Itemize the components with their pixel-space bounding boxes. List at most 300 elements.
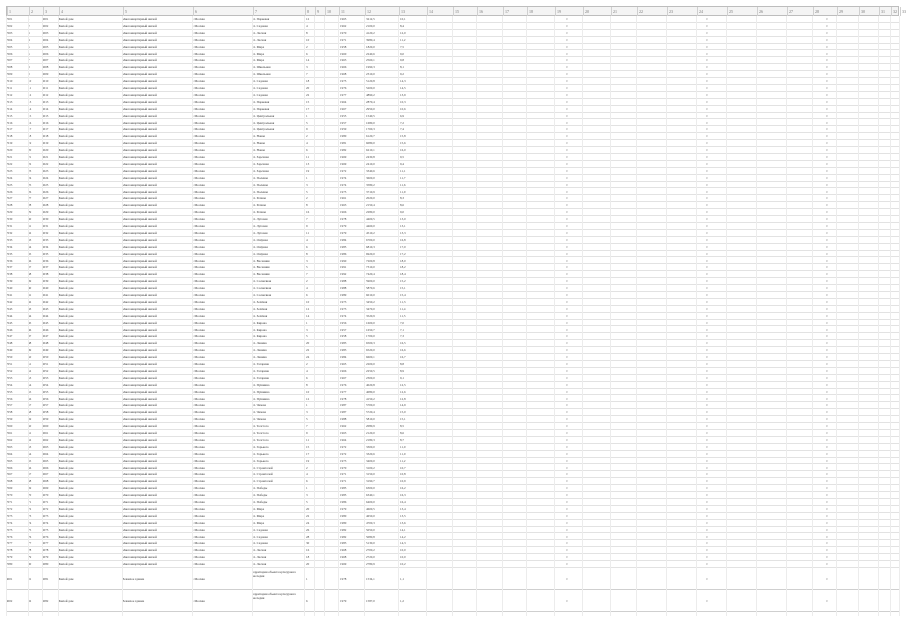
- cell-g[interactable]: ул. Озёрная: [252, 251, 268, 256]
- cell-r2[interactable]: 0: [706, 599, 708, 603]
- cell-r2[interactable]: 0: [706, 148, 708, 153]
- cell-r3[interactable]: 0: [826, 44, 828, 49]
- cell-g[interactable]: ул. Озёрная: [252, 244, 268, 249]
- cell-b[interactable]: 38: [28, 272, 32, 277]
- cell-b[interactable]: 42: [28, 299, 32, 304]
- cell-g[interactable]: ул. Парковая: [252, 17, 270, 21]
- cell-r3[interactable]: 0: [826, 258, 828, 263]
- cell-r2[interactable]: 0: [706, 513, 708, 518]
- cell-r3[interactable]: 0: [826, 30, 828, 35]
- cell-r3[interactable]: 0: [826, 127, 828, 132]
- cell-g[interactable]: ул. Солнечная: [252, 293, 272, 297]
- cell-h[interactable]: 1: [306, 175, 308, 180]
- cell-c[interactable]: 3024: [42, 175, 49, 180]
- cell-g[interactable]: ул. Зелёная: [252, 313, 268, 318]
- cell-k[interactable]: 14,1: [400, 527, 406, 532]
- cell-k[interactable]: 13,6: [400, 520, 406, 525]
- cell-i[interactable]: 1970: [340, 465, 347, 470]
- cell-b[interactable]: 58: [28, 410, 32, 415]
- cell-j[interactable]: 2100,0: [366, 23, 375, 28]
- cell-a[interactable]: 7072: [6, 506, 13, 511]
- cell-i[interactable]: 1986: [340, 500, 347, 504]
- cell-a[interactable]: 7067: [6, 472, 13, 477]
- cell-a[interactable]: 7030: [6, 217, 13, 222]
- cell-k[interactable]: 11,2: [400, 37, 406, 42]
- cell-c[interactable]: 3039: [42, 279, 49, 284]
- cell-g[interactable]: ул. Весенняя: [252, 265, 270, 270]
- cell-r1[interactable]: 0: [566, 168, 568, 173]
- cell-d[interactable]: Жилой дом: [58, 175, 74, 180]
- cell-f[interactable]: г. Москва: [192, 51, 205, 56]
- cell-f[interactable]: г. Москва: [192, 141, 205, 146]
- cell-h[interactable]: 13: [306, 161, 310, 166]
- cell-a[interactable]: 7052: [6, 368, 13, 373]
- cell-a[interactable]: 7008: [6, 65, 13, 70]
- cell-j[interactable]: 6010,0: [366, 293, 375, 297]
- cell-c[interactable]: 3062: [42, 437, 49, 442]
- cell-d[interactable]: Жилой дом: [58, 431, 74, 435]
- cell-f[interactable]: г. Москва: [192, 382, 205, 387]
- cell-h[interactable]: 22: [306, 513, 310, 518]
- cell-d[interactable]: Жилой дом: [58, 534, 74, 539]
- cell-r1[interactable]: 0: [566, 479, 568, 484]
- cell-b[interactable]: 59: [28, 417, 32, 422]
- cell-i[interactable]: 1968: [340, 555, 347, 560]
- cell-a[interactable]: 7031: [6, 224, 13, 228]
- cell-e[interactable]: Многоквартирный жилой: [122, 313, 157, 318]
- cell-r2[interactable]: 0: [706, 51, 708, 56]
- cell-r3[interactable]: 0: [826, 472, 828, 477]
- cell-r1[interactable]: 0: [566, 92, 568, 97]
- cell-r1[interactable]: 0: [566, 313, 568, 318]
- cell-d[interactable]: Жилой дом: [58, 17, 74, 21]
- cell-h[interactable]: 17: [306, 451, 310, 456]
- cell-r1[interactable]: 0: [566, 189, 568, 194]
- cell-h[interactable]: 11: [306, 230, 310, 235]
- cell-c[interactable]: 3053: [42, 375, 49, 380]
- cell-r1[interactable]: 0: [566, 230, 568, 235]
- cell-r3[interactable]: 0: [826, 113, 828, 118]
- cell-b[interactable]: 73: [28, 513, 32, 518]
- cell-f[interactable]: г. Москва: [192, 189, 205, 194]
- cell-c[interactable]: 3064: [42, 451, 49, 456]
- cell-k[interactable]: 11,7: [400, 175, 406, 180]
- cell-r2[interactable]: 0: [706, 500, 708, 504]
- cell-d[interactable]: Жилой дом: [58, 541, 74, 546]
- cell-a[interactable]: 7029: [6, 210, 13, 215]
- cell-j[interactable]: 2560,1: [366, 58, 375, 63]
- cell-f[interactable]: г. Москва: [192, 451, 205, 456]
- cell-d[interactable]: Жилой дом: [58, 113, 74, 118]
- cell-f[interactable]: г. Москва: [192, 293, 205, 297]
- cell-r1[interactable]: 0: [566, 534, 568, 539]
- cell-i[interactable]: 1991: [340, 265, 347, 270]
- cell-r3[interactable]: 0: [826, 37, 828, 42]
- cell-a[interactable]: 7080: [6, 562, 13, 567]
- cell-r2[interactable]: 0: [706, 37, 708, 42]
- cell-f[interactable]: г. Москва: [192, 320, 205, 325]
- cell-r1[interactable]: 0: [566, 355, 568, 360]
- cell-j[interactable]: 5200,0: [366, 86, 375, 90]
- cell-r2[interactable]: 0: [706, 417, 708, 422]
- cell-r2[interactable]: 0: [706, 389, 708, 394]
- cell-b[interactable]: 16: [28, 120, 32, 125]
- cell-d[interactable]: Жилой дом: [58, 182, 74, 187]
- cell-b[interactable]: 47: [28, 334, 32, 339]
- cell-e[interactable]: Многоквартирный жилой: [122, 182, 157, 187]
- cell-h[interactable]: 24: [306, 520, 310, 525]
- cell-d[interactable]: Жилой дом: [58, 472, 74, 477]
- cell-e[interactable]: Многоквартирный жилой: [122, 389, 157, 394]
- cell-r3[interactable]: 0: [826, 230, 828, 235]
- cell-g[interactable]: ул. Солнечная: [252, 286, 272, 291]
- cell-b[interactable]: 4: [28, 37, 30, 42]
- cell-r1[interactable]: 0: [566, 562, 568, 567]
- cell-r3[interactable]: 0: [826, 403, 828, 408]
- cell-b[interactable]: 29: [28, 210, 32, 215]
- cell-i[interactable]: 1980: [340, 520, 347, 525]
- cell-r2[interactable]: 0: [706, 341, 708, 346]
- cell-b[interactable]: 80: [28, 562, 32, 567]
- cell-f[interactable]: г. Москва: [192, 417, 205, 422]
- cell-f[interactable]: г. Москва: [192, 513, 205, 518]
- cell-r1[interactable]: 0: [566, 599, 568, 603]
- cell-h[interactable]: 7: [306, 217, 308, 222]
- cell-e[interactable]: Многоквартирный жилой: [122, 237, 157, 242]
- cell-e[interactable]: Многоквартирный жилой: [122, 437, 157, 442]
- column-header-29[interactable]: 29: [837, 7, 859, 16]
- cell-j[interactable]: 5050,0: [366, 527, 375, 532]
- cell-b[interactable]: 23: [28, 168, 32, 173]
- cell-a[interactable]: 7078: [6, 548, 13, 553]
- cell-h[interactable]: 24: [306, 355, 310, 360]
- cell-a[interactable]: 7032: [6, 230, 13, 235]
- cell-a[interactable]: 7056: [6, 396, 13, 401]
- cell-a[interactable]: 7017: [6, 127, 13, 132]
- cell-r3[interactable]: 0: [826, 527, 828, 532]
- cell-g[interactable]: ул. Садовая: [252, 541, 268, 546]
- cell-k[interactable]: 13,9: [400, 92, 406, 97]
- cell-r3[interactable]: 0: [826, 175, 828, 180]
- cell-e[interactable]: Многоквартирный жилой: [122, 23, 157, 28]
- cell-k[interactable]: 10,8: [400, 472, 406, 477]
- cell-d[interactable]: Жилой дом: [58, 196, 74, 201]
- cell-i[interactable]: 1963: [340, 58, 347, 63]
- cell-a[interactable]: 7061: [6, 431, 13, 435]
- cell-g[interactable]: ул. Озёрная: [252, 237, 268, 242]
- cell-i[interactable]: 1988: [340, 286, 347, 291]
- cell-g[interactable]: ул. Садовая: [252, 534, 268, 539]
- cell-g[interactable]: ул. Зелёная: [252, 299, 268, 304]
- cell-a[interactable]: 7065: [6, 458, 13, 463]
- cell-a[interactable]: 7050: [6, 355, 13, 360]
- cell-r1[interactable]: 0: [566, 99, 568, 104]
- cell-h[interactable]: 5: [306, 265, 308, 270]
- cell-c[interactable]: 3080: [42, 562, 49, 567]
- cell-j[interactable]: 6520,0: [366, 348, 375, 353]
- cell-r3[interactable]: 0: [826, 286, 828, 291]
- cell-i[interactable]: 1961: [340, 196, 347, 201]
- cell-b[interactable]: 52: [28, 368, 32, 373]
- cell-r2[interactable]: 0: [706, 155, 708, 159]
- cell-b[interactable]: 7: [28, 58, 30, 63]
- cell-f[interactable]: г. Москва: [192, 410, 205, 415]
- cell-j[interactable]: 2700,2: [366, 548, 375, 553]
- cell-r3[interactable]: 0: [826, 168, 828, 173]
- cell-j[interactable]: 2300,0: [366, 375, 375, 380]
- cell-d[interactable]: Жилой дом: [58, 161, 74, 166]
- cell-r1[interactable]: 0: [566, 244, 568, 249]
- cell-g[interactable]: ул. Толстого: [252, 424, 269, 429]
- cell-h[interactable]: 2: [306, 279, 308, 284]
- cell-g[interactable]: ул. Речная: [252, 196, 266, 201]
- cell-j[interactable]: 5900,0: [366, 279, 375, 284]
- cell-d[interactable]: Жилой дом: [58, 599, 74, 603]
- cell-c[interactable]: 3066: [42, 465, 49, 470]
- cell-g[interactable]: ул. Центральная: [252, 113, 275, 118]
- cell-r1[interactable]: 0: [566, 368, 568, 373]
- cell-c[interactable]: 3028: [42, 203, 49, 208]
- column-header-32[interactable]: 32: [891, 7, 900, 16]
- cell-a[interactable]: 7034: [6, 244, 13, 249]
- cell-a[interactable]: 7005: [6, 44, 13, 49]
- cell-h[interactable]: 1: [306, 403, 308, 408]
- cell-c[interactable]: 3075: [42, 527, 49, 532]
- cell-r1[interactable]: 0: [566, 299, 568, 304]
- cell-f[interactable]: г. Москва: [192, 299, 205, 304]
- cell-e[interactable]: Многоквартирный жилой: [122, 327, 157, 332]
- cell-j[interactable]: 2950,0: [366, 106, 375, 111]
- cell-j[interactable]: 1700,0: [366, 334, 375, 339]
- cell-r3[interactable]: 0: [826, 541, 828, 546]
- cell-g[interactable]: ул. Садовая: [252, 23, 268, 28]
- cell-j[interactable]: 5120,8: [366, 79, 375, 84]
- cell-g[interactable]: ул. Ленина: [252, 355, 267, 360]
- cell-r2[interactable]: 0: [706, 424, 708, 429]
- cell-f[interactable]: г. Москва: [192, 562, 205, 567]
- cell-d[interactable]: Жилой дом: [58, 168, 74, 173]
- cell-r2[interactable]: 0: [706, 577, 708, 581]
- cell-r2[interactable]: 0: [706, 486, 708, 491]
- cell-r2[interactable]: 0: [706, 251, 708, 256]
- cell-f[interactable]: г. Москва: [192, 431, 205, 435]
- cell-a[interactable]: 7007: [6, 58, 13, 63]
- cell-e[interactable]: Нежилое здание: [122, 577, 145, 581]
- cell-j[interactable]: 4600,5: [366, 506, 375, 511]
- cell-r1[interactable]: 0: [566, 210, 568, 215]
- cell-j[interactable]: 4650,0: [366, 513, 375, 518]
- cell-r1[interactable]: 0: [566, 465, 568, 470]
- cell-r1[interactable]: 0: [566, 120, 568, 125]
- cell-k[interactable]: 7,3: [400, 334, 404, 339]
- cell-f[interactable]: г. Москва: [192, 403, 205, 408]
- cell-f[interactable]: г. Москва: [192, 437, 205, 442]
- cell-k[interactable]: 7,4: [400, 127, 404, 132]
- cell-e[interactable]: Многоквартирный жилой: [122, 534, 157, 539]
- cell-a[interactable]: 7014: [6, 106, 13, 111]
- cell-h[interactable]: 16: [306, 548, 310, 553]
- cell-d[interactable]: Жилой дом: [58, 155, 74, 159]
- cell-r3[interactable]: 0: [826, 196, 828, 201]
- cell-r3[interactable]: 0: [826, 451, 828, 456]
- cell-b[interactable]: 17: [28, 127, 32, 132]
- cell-c[interactable]: 3069: [42, 486, 49, 491]
- cell-e[interactable]: Многоквартирный жилой: [122, 486, 157, 491]
- cell-r3[interactable]: 0: [826, 251, 828, 256]
- column-header-10[interactable]: 10: [325, 7, 339, 16]
- cell-f[interactable]: г. Москва: [192, 362, 205, 366]
- cell-r3[interactable]: 0: [826, 444, 828, 449]
- cell-g[interactable]: ул. Чехова: [252, 410, 267, 415]
- cell-d[interactable]: Жилой дом: [58, 244, 74, 249]
- cell-e[interactable]: Многоквартирный жилой: [122, 141, 157, 146]
- cell-r1[interactable]: 0: [566, 237, 568, 242]
- cell-e[interactable]: Многоквартирный жилой: [122, 86, 157, 90]
- cell-d[interactable]: Жилой дом: [58, 451, 74, 456]
- cell-e[interactable]: Многоквартирный жилой: [122, 479, 157, 484]
- cell-e[interactable]: Многоквартирный жилой: [122, 161, 157, 166]
- column-header-18[interactable]: 18: [527, 7, 555, 16]
- cell-r2[interactable]: 0: [706, 30, 708, 35]
- cell-d[interactable]: Жилой дом: [58, 189, 74, 194]
- cell-k[interactable]: 11,1: [400, 168, 406, 173]
- cell-c[interactable]: 3041: [42, 293, 49, 297]
- cell-j[interactable]: 6340,1: [366, 493, 375, 498]
- cell-a[interactable]: 7042: [6, 299, 13, 304]
- cell-b[interactable]: 61: [28, 431, 32, 435]
- cell-c[interactable]: 3001: [42, 17, 49, 21]
- cell-i[interactable]: 1971: [340, 37, 347, 42]
- cell-r2[interactable]: 0: [706, 224, 708, 228]
- cell-e[interactable]: Многоквартирный жилой: [122, 451, 157, 456]
- cell-c[interactable]: 3002: [42, 23, 49, 28]
- cell-k[interactable]: 8,6: [400, 203, 404, 208]
- cell-c[interactable]: 3030: [42, 217, 49, 222]
- cell-e[interactable]: Многоквартирный жилой: [122, 272, 157, 277]
- cell-b[interactable]: 46: [28, 327, 32, 332]
- cell-e[interactable]: Многоквартирный жилой: [122, 396, 157, 401]
- cell-r3[interactable]: 0: [826, 437, 828, 442]
- cell-b[interactable]: 12: [28, 92, 32, 97]
- column-header-20[interactable]: 20: [583, 7, 611, 16]
- cell-r2[interactable]: 0: [706, 127, 708, 132]
- cell-j[interactable]: 2020,0: [366, 196, 375, 201]
- cell-r2[interactable]: 0: [706, 334, 708, 339]
- cell-j[interactable]: 3580,2: [366, 182, 375, 187]
- cell-b[interactable]: 57: [28, 403, 32, 408]
- cell-a[interactable]: 7066: [6, 465, 13, 470]
- cell-r2[interactable]: 0: [706, 479, 708, 484]
- cell-e[interactable]: Многоквартирный жилой: [122, 230, 157, 235]
- cell-j[interactable]: 1680,0: [366, 120, 375, 125]
- cell-r1[interactable]: 0: [566, 472, 568, 477]
- cell-a[interactable]: 7009: [6, 72, 13, 77]
- cell-c[interactable]: 3036: [42, 258, 49, 263]
- cell-i[interactable]: 1982: [340, 534, 347, 539]
- cell-a[interactable]: 7064: [6, 451, 13, 456]
- cell-d[interactable]: Жилой дом: [58, 396, 74, 401]
- cell-r3[interactable]: 0: [826, 396, 828, 401]
- cell-j[interactable]: 3470,0: [366, 306, 375, 311]
- cell-a[interactable]: 7013: [6, 99, 13, 104]
- cell-r1[interactable]: 0: [566, 437, 568, 442]
- cell-b[interactable]: 45: [28, 320, 32, 325]
- cell-r1[interactable]: 0: [566, 224, 568, 228]
- cell-r3[interactable]: 0: [826, 244, 828, 249]
- cell-e[interactable]: Многоквартирный жилой: [122, 44, 157, 49]
- column-header-28[interactable]: 28: [813, 7, 837, 16]
- cell-j[interactable]: 3520,9: [366, 313, 375, 318]
- cell-b[interactable]: 64: [28, 451, 32, 456]
- cell-k[interactable]: 15,8: [400, 134, 406, 139]
- column-header-27[interactable]: 27: [787, 7, 813, 16]
- cell-k[interactable]: 8,5: [400, 424, 404, 429]
- column-header-19[interactable]: 19: [555, 7, 583, 16]
- cell-r1[interactable]: 0: [566, 500, 568, 504]
- cell-a[interactable]: 7079: [6, 555, 13, 560]
- cell-k[interactable]: 8,8: [400, 362, 404, 366]
- cell-k[interactable]: 16,5: [400, 341, 406, 346]
- cell-f[interactable]: г. Москва: [192, 265, 205, 270]
- cell-a[interactable]: 7059: [6, 417, 13, 422]
- cell-k[interactable]: 13,5: [400, 513, 406, 518]
- cell-d[interactable]: Жилой дом: [58, 382, 74, 387]
- cell-j[interactable]: 6400,0: [366, 500, 375, 504]
- cell-j[interactable]: 3340,6: [366, 168, 375, 173]
- cell-i[interactable]: 1957: [340, 327, 347, 332]
- cell-r3[interactable]: 0: [826, 555, 828, 560]
- cell-r1[interactable]: 0: [566, 141, 568, 146]
- cell-i[interactable]: 1962: [340, 23, 347, 28]
- cell-g[interactable]: ул. Речная: [252, 210, 266, 215]
- cell-i[interactable]: 1982: [340, 527, 347, 532]
- cell-g[interactable]: ул. Центральная: [252, 127, 275, 132]
- cell-d[interactable]: Жилой дом: [58, 217, 74, 222]
- cell-h[interactable]: 6: [306, 148, 308, 153]
- cell-a[interactable]: 7033: [6, 237, 13, 242]
- cell-r3[interactable]: 0: [826, 417, 828, 422]
- cell-r2[interactable]: 0: [706, 320, 708, 325]
- column-header-3[interactable]: 3: [43, 7, 59, 16]
- cell-h[interactable]: 4: [306, 237, 308, 242]
- cell-f[interactable]: г. Москва: [192, 493, 205, 498]
- cell-h[interactable]: 10: [306, 299, 310, 304]
- cell-j[interactable]: 6080,0: [366, 141, 375, 146]
- cell-i[interactable]: 1974: [340, 182, 347, 187]
- cell-j[interactable]: 4020,8: [366, 382, 375, 387]
- cell-b[interactable]: 49: [28, 348, 32, 353]
- cell-a[interactable]: 7048: [6, 341, 13, 346]
- cell-e[interactable]: Многоквартирный жилой: [122, 279, 157, 284]
- cell-j[interactable]: 6810,3: [366, 244, 375, 249]
- cell-c[interactable]: 3006: [42, 51, 49, 56]
- cell-r3[interactable]: 0: [826, 182, 828, 187]
- cell-a[interactable]: 7071: [6, 500, 13, 504]
- cell-e[interactable]: Многоквартирный жилой: [122, 472, 157, 477]
- cell-k[interactable]: 16,3: [400, 493, 406, 498]
- cell-c[interactable]: 3057: [42, 403, 49, 408]
- cell-c[interactable]: 3003: [42, 30, 49, 35]
- cell-h[interactable]: 20: [306, 341, 310, 346]
- cell-k[interactable]: 17,2: [400, 251, 406, 256]
- cell-b[interactable]: 31: [28, 224, 32, 228]
- cell-k[interactable]: 13,0: [400, 217, 406, 222]
- cell-r2[interactable]: 0: [706, 534, 708, 539]
- cell-f[interactable]: г. Москва: [192, 465, 205, 470]
- cell-b[interactable]: 13: [28, 99, 32, 104]
- cell-r3[interactable]: 0: [826, 520, 828, 525]
- cell-f[interactable]: г. Москва: [192, 79, 205, 84]
